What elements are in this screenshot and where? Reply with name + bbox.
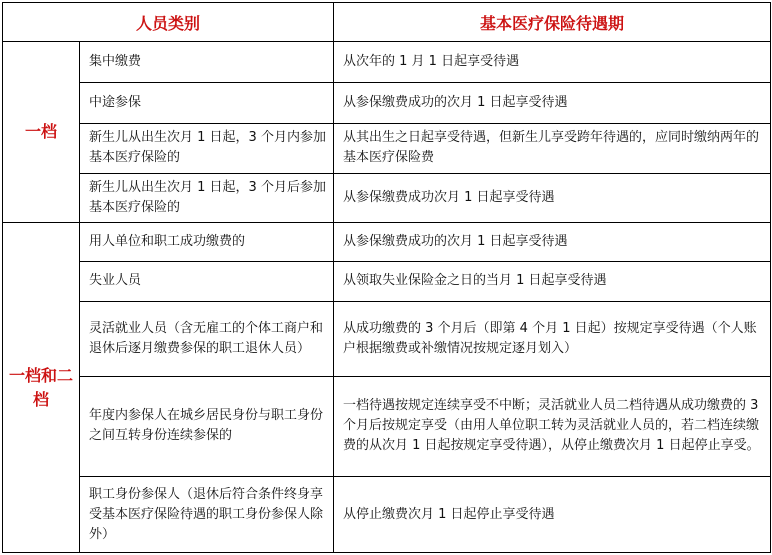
period-cell: 从参保缴费成功的次月 1 日起享受待遇 (334, 223, 771, 261)
medical-insurance-table (2, 2, 771, 553)
table-row (3, 477, 771, 553)
period-cell: 从其出生之日起享受待遇，但新生儿享受跨年待遇的，应同时缴纳两年的基本医疗保险费 (334, 123, 771, 173)
category-cell: 职工身份参保人（退休后符合条件终身享受基本医疗保险待遇的职工身份参保人除外） (80, 477, 334, 553)
period-cell: 从领取失业保险金之日的当月 1 日起享受待遇 (334, 261, 771, 301)
header-row (3, 3, 771, 42)
period-cell: 从参保缴费成功的次月 1 日起享受待遇 (334, 83, 771, 123)
category-cell: 用人单位和职工成功缴费的 (80, 223, 334, 261)
period-cell: 从次年的 1 月 1 日起享受待遇 (334, 42, 771, 83)
table-row (3, 223, 771, 261)
category-cell: 中途参保 (80, 83, 334, 123)
category-cell: 灵活就业人员（含无雇工的个体工商户和退休后逐月缴费参保的职工退休人员） (80, 302, 334, 377)
table-row (3, 123, 771, 173)
table-row (3, 376, 771, 477)
category-cell: 新生儿从出生次月 1 日起，3 个月后参加基本医疗保险的 (80, 174, 334, 223)
category-cell: 集中缴费 (80, 42, 334, 83)
header-period: 基本医疗保险待遇期 (334, 3, 771, 42)
category-cell: 新生儿从出生次月 1 日起，3 个月内参加基本医疗保险的 (80, 123, 334, 173)
group-label-tier1-and-2: 一档和二档 (3, 223, 80, 553)
table-row (3, 42, 771, 83)
header-category: 人员类别 (3, 3, 334, 42)
table-row (3, 261, 771, 301)
category-cell: 失业人员 (80, 261, 334, 301)
period-cell: 从成功缴费的 3 个月后（即第 4 个月 1 日起）按规定享受待遇（个人账户根据缴费或补缴情况按规定逐月划入） (334, 302, 771, 377)
table-row (3, 174, 771, 223)
period-cell: 从停止缴费次月 1 日起停止享受待遇 (334, 477, 771, 553)
period-cell: 从参保缴费成功次月 1 日起享受待遇 (334, 174, 771, 223)
category-cell: 年度内参保人在城乡居民身份与职工身份之间互转身份连续参保的 (80, 376, 334, 477)
table-row (3, 302, 771, 377)
period-cell: 一档待遇按规定连续享受不中断；灵活就业人员二档待遇从成功缴费的 3 个月后按规定享受（由用人单位职工转为灵活就业人员的，若二档连续缴费的从次月 1 日起按规定享受待遇），从停止缴费次月 1 日起停止享受。 (334, 376, 771, 477)
table-row (3, 83, 771, 123)
group-label-tier1: 一档 (3, 42, 80, 223)
